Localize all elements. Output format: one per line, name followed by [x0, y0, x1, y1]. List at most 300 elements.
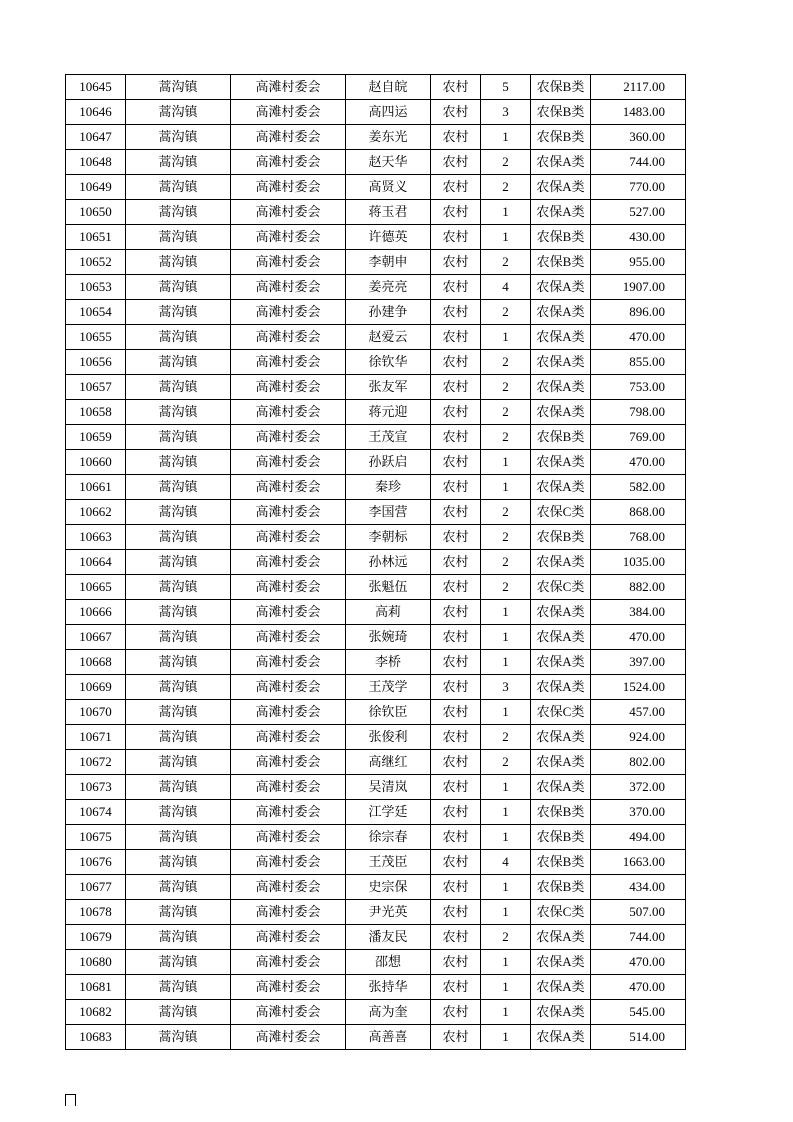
cell-town: 蒿沟镇: [126, 925, 231, 950]
cell-residence: 农村: [431, 875, 481, 900]
cell-village: 高滩村委会: [231, 425, 346, 450]
cell-name: 张魁伍: [346, 575, 431, 600]
cell-serial: 10681: [66, 975, 126, 1000]
cell-insurance_class: 农保B类: [531, 800, 591, 825]
cell-residence: 农村: [431, 150, 481, 175]
cell-amount: 514.00: [591, 1025, 686, 1050]
cell-village: 高滩村委会: [231, 975, 346, 1000]
cell-serial: 10672: [66, 750, 126, 775]
cell-insurance_class: 农保A类: [531, 675, 591, 700]
cell-insurance_class: 农保C类: [531, 500, 591, 525]
cell-name: 李国营: [346, 500, 431, 525]
cell-village: 高滩村委会: [231, 900, 346, 925]
cell-insurance_class: 农保B类: [531, 525, 591, 550]
cell-name: 赵天华: [346, 150, 431, 175]
table-body: [66, 75, 686, 1050]
cell-count: 3: [481, 675, 531, 700]
cell-count: 2: [481, 725, 531, 750]
cell-insurance_class: 农保A类: [531, 275, 591, 300]
cell-amount: 470.00: [591, 325, 686, 350]
cell-residence: 农村: [431, 275, 481, 300]
cell-amount: 470.00: [591, 450, 686, 475]
cell-name: 蒋玉君: [346, 200, 431, 225]
table-row: [66, 500, 686, 525]
table-row: [66, 550, 686, 575]
cell-count: 2: [481, 575, 531, 600]
cell-town: 蒿沟镇: [126, 175, 231, 200]
cell-residence: 农村: [431, 125, 481, 150]
cell-residence: 农村: [431, 425, 481, 450]
cell-serial: 10677: [66, 875, 126, 900]
cell-serial: 10682: [66, 1000, 126, 1025]
cell-amount: 470.00: [591, 975, 686, 1000]
cell-serial: 10678: [66, 900, 126, 925]
cell-town: 蒿沟镇: [126, 675, 231, 700]
table-row: [66, 675, 686, 700]
cell-village: 高滩村委会: [231, 800, 346, 825]
table-row: [66, 950, 686, 975]
table-row: [66, 775, 686, 800]
cell-residence: 农村: [431, 75, 481, 100]
cell-name: 孙林远: [346, 550, 431, 575]
cell-town: 蒿沟镇: [126, 150, 231, 175]
cell-town: 蒿沟镇: [126, 225, 231, 250]
cell-name: 李朝申: [346, 250, 431, 275]
cell-residence: 农村: [431, 725, 481, 750]
cell-serial: 10650: [66, 200, 126, 225]
table-row: [66, 75, 686, 100]
cell-name: 李桥: [346, 650, 431, 675]
cell-amount: 457.00: [591, 700, 686, 725]
cell-insurance_class: 农保A类: [531, 375, 591, 400]
cell-insurance_class: 农保A类: [531, 475, 591, 500]
cell-count: 1: [481, 325, 531, 350]
cell-amount: 924.00: [591, 725, 686, 750]
cell-village: 高滩村委会: [231, 250, 346, 275]
cell-amount: 370.00: [591, 800, 686, 825]
cell-serial: 10648: [66, 150, 126, 175]
table-row: [66, 400, 686, 425]
cell-name: 孙建争: [346, 300, 431, 325]
cell-town: 蒿沟镇: [126, 775, 231, 800]
table-row: [66, 250, 686, 275]
cell-name: 姜亮亮: [346, 275, 431, 300]
cell-residence: 农村: [431, 325, 481, 350]
cell-count: 2: [481, 375, 531, 400]
cell-village: 高滩村委会: [231, 700, 346, 725]
cell-village: 高滩村委会: [231, 275, 346, 300]
cell-serial: 10676: [66, 850, 126, 875]
cell-name: 秦珍: [346, 475, 431, 500]
cell-count: 1: [481, 625, 531, 650]
cell-village: 高滩村委会: [231, 925, 346, 950]
cell-town: 蒿沟镇: [126, 725, 231, 750]
cell-count: 2: [481, 250, 531, 275]
table-row: [66, 450, 686, 475]
cell-serial: 10668: [66, 650, 126, 675]
cell-village: 高滩村委会: [231, 675, 346, 700]
cell-residence: 农村: [431, 925, 481, 950]
cell-amount: 882.00: [591, 575, 686, 600]
cell-insurance_class: 农保A类: [531, 550, 591, 575]
cell-count: 1: [481, 700, 531, 725]
table-row: [66, 750, 686, 775]
cell-amount: 507.00: [591, 900, 686, 925]
cell-town: 蒿沟镇: [126, 950, 231, 975]
next-page-table-fragment: [65, 1094, 76, 1106]
cell-name: 张婉琦: [346, 625, 431, 650]
cell-count: 1: [481, 1000, 531, 1025]
cell-town: 蒿沟镇: [126, 650, 231, 675]
cell-insurance_class: 农保B类: [531, 225, 591, 250]
cell-insurance_class: 农保A类: [531, 975, 591, 1000]
cell-town: 蒿沟镇: [126, 875, 231, 900]
cell-serial: 10649: [66, 175, 126, 200]
cell-town: 蒿沟镇: [126, 350, 231, 375]
cell-amount: 744.00: [591, 150, 686, 175]
cell-village: 高滩村委会: [231, 400, 346, 425]
cell-village: 高滩村委会: [231, 775, 346, 800]
table-row: [66, 650, 686, 675]
cell-village: 高滩村委会: [231, 325, 346, 350]
cell-village: 高滩村委会: [231, 575, 346, 600]
cell-count: 2: [481, 300, 531, 325]
cell-amount: 1035.00: [591, 550, 686, 575]
table-row: [66, 1000, 686, 1025]
cell-residence: 农村: [431, 650, 481, 675]
cell-town: 蒿沟镇: [126, 525, 231, 550]
cell-town: 蒿沟镇: [126, 100, 231, 125]
table-row: [66, 475, 686, 500]
cell-serial: 10671: [66, 725, 126, 750]
cell-serial: 10656: [66, 350, 126, 375]
cell-insurance_class: 农保B类: [531, 875, 591, 900]
cell-name: 尹光英: [346, 900, 431, 925]
table-row: [66, 350, 686, 375]
cell-insurance_class: 农保A类: [531, 1025, 591, 1050]
cell-serial: 10683: [66, 1025, 126, 1050]
cell-town: 蒿沟镇: [126, 400, 231, 425]
cell-name: 张俊利: [346, 725, 431, 750]
cell-village: 高滩村委会: [231, 100, 346, 125]
cell-insurance_class: 农保B类: [531, 850, 591, 875]
cell-name: 王茂学: [346, 675, 431, 700]
cell-count: 2: [481, 750, 531, 775]
cell-residence: 农村: [431, 975, 481, 1000]
cell-insurance_class: 农保B类: [531, 425, 591, 450]
cell-residence: 农村: [431, 1025, 481, 1050]
cell-serial: 10665: [66, 575, 126, 600]
table-row: [66, 525, 686, 550]
cell-serial: 10667: [66, 625, 126, 650]
cell-village: 高滩村委会: [231, 375, 346, 400]
cell-amount: 397.00: [591, 650, 686, 675]
cell-name: 姜东光: [346, 125, 431, 150]
cell-residence: 农村: [431, 100, 481, 125]
cell-amount: 582.00: [591, 475, 686, 500]
cell-count: 2: [481, 550, 531, 575]
cell-village: 高滩村委会: [231, 625, 346, 650]
cell-amount: 470.00: [591, 625, 686, 650]
cell-count: 1: [481, 475, 531, 500]
cell-count: 2: [481, 500, 531, 525]
table-row: [66, 800, 686, 825]
table-row: [66, 275, 686, 300]
table-row: [66, 200, 686, 225]
cell-village: 高滩村委会: [231, 200, 346, 225]
cell-residence: 农村: [431, 400, 481, 425]
cell-village: 高滩村委会: [231, 450, 346, 475]
cell-count: 4: [481, 275, 531, 300]
cell-count: 1: [481, 975, 531, 1000]
cell-count: 3: [481, 100, 531, 125]
cell-town: 蒿沟镇: [126, 125, 231, 150]
cell-town: 蒿沟镇: [126, 800, 231, 825]
cell-count: 5: [481, 75, 531, 100]
cell-name: 潘友民: [346, 925, 431, 950]
cell-serial: 10670: [66, 700, 126, 725]
cell-residence: 农村: [431, 850, 481, 875]
cell-residence: 农村: [431, 1000, 481, 1025]
table-row: [66, 425, 686, 450]
cell-residence: 农村: [431, 300, 481, 325]
table-row: [66, 375, 686, 400]
cell-town: 蒿沟镇: [126, 700, 231, 725]
cell-count: 1: [481, 775, 531, 800]
cell-residence: 农村: [431, 225, 481, 250]
cell-town: 蒿沟镇: [126, 1025, 231, 1050]
cell-name: 张持华: [346, 975, 431, 1000]
cell-town: 蒿沟镇: [126, 975, 231, 1000]
table-row: [66, 150, 686, 175]
table-row: [66, 975, 686, 1000]
table-row: [66, 900, 686, 925]
cell-amount: 1483.00: [591, 100, 686, 125]
cell-serial: 10645: [66, 75, 126, 100]
cell-serial: 10657: [66, 375, 126, 400]
cell-amount: 1524.00: [591, 675, 686, 700]
cell-insurance_class: 农保A类: [531, 400, 591, 425]
cell-amount: 802.00: [591, 750, 686, 775]
cell-village: 高滩村委会: [231, 475, 346, 500]
cell-name: 高四运: [346, 100, 431, 125]
cell-insurance_class: 农保B类: [531, 75, 591, 100]
cell-name: 邵想: [346, 950, 431, 975]
cell-amount: 769.00: [591, 425, 686, 450]
cell-town: 蒿沟镇: [126, 625, 231, 650]
table-row: [66, 575, 686, 600]
cell-serial: 10659: [66, 425, 126, 450]
cell-insurance_class: 农保A类: [531, 200, 591, 225]
cell-serial: 10662: [66, 500, 126, 525]
cell-name: 吴清岚: [346, 775, 431, 800]
cell-name: 赵爱云: [346, 325, 431, 350]
cell-count: 2: [481, 175, 531, 200]
cell-name: 高继红: [346, 750, 431, 775]
cell-count: 2: [481, 525, 531, 550]
cell-insurance_class: 农保A类: [531, 775, 591, 800]
cell-village: 高滩村委会: [231, 500, 346, 525]
cell-residence: 农村: [431, 550, 481, 575]
cell-insurance_class: 农保A类: [531, 350, 591, 375]
cell-residence: 农村: [431, 575, 481, 600]
cell-village: 高滩村委会: [231, 1000, 346, 1025]
cell-name: 许德英: [346, 225, 431, 250]
cell-name: 徐钦臣: [346, 700, 431, 725]
cell-residence: 农村: [431, 750, 481, 775]
cell-village: 高滩村委会: [231, 1025, 346, 1050]
cell-residence: 农村: [431, 675, 481, 700]
cell-village: 高滩村委会: [231, 350, 346, 375]
cell-count: 1: [481, 650, 531, 675]
cell-town: 蒿沟镇: [126, 550, 231, 575]
cell-village: 高滩村委会: [231, 300, 346, 325]
cell-village: 高滩村委会: [231, 125, 346, 150]
cell-count: 2: [481, 400, 531, 425]
cell-serial: 10673: [66, 775, 126, 800]
table-row: [66, 100, 686, 125]
table-row: [66, 325, 686, 350]
cell-count: 1: [481, 1025, 531, 1050]
cell-village: 高滩村委会: [231, 875, 346, 900]
cell-count: 2: [481, 350, 531, 375]
cell-serial: 10663: [66, 525, 126, 550]
cell-town: 蒿沟镇: [126, 300, 231, 325]
cell-count: 1: [481, 900, 531, 925]
cell-name: 赵自皖: [346, 75, 431, 100]
cell-residence: 农村: [431, 450, 481, 475]
cell-residence: 农村: [431, 625, 481, 650]
cell-insurance_class: 农保A类: [531, 725, 591, 750]
cell-residence: 农村: [431, 200, 481, 225]
cell-serial: 10647: [66, 125, 126, 150]
cell-town: 蒿沟镇: [126, 575, 231, 600]
cell-count: 1: [481, 200, 531, 225]
cell-village: 高滩村委会: [231, 175, 346, 200]
cell-amount: 372.00: [591, 775, 686, 800]
cell-town: 蒿沟镇: [126, 325, 231, 350]
cell-serial: 10661: [66, 475, 126, 500]
cell-residence: 农村: [431, 525, 481, 550]
table-row: [66, 625, 686, 650]
cell-name: 王茂宣: [346, 425, 431, 450]
cell-town: 蒿沟镇: [126, 75, 231, 100]
cell-count: 1: [481, 450, 531, 475]
table-row: [66, 300, 686, 325]
cell-town: 蒿沟镇: [126, 475, 231, 500]
table-row: [66, 850, 686, 875]
cell-insurance_class: 农保A类: [531, 325, 591, 350]
cell-town: 蒿沟镇: [126, 600, 231, 625]
cell-count: 2: [481, 925, 531, 950]
cell-insurance_class: 农保B类: [531, 100, 591, 125]
table-row: [66, 925, 686, 950]
cell-residence: 农村: [431, 775, 481, 800]
cell-residence: 农村: [431, 375, 481, 400]
cell-amount: 360.00: [591, 125, 686, 150]
cell-village: 高滩村委会: [231, 950, 346, 975]
cell-count: 1: [481, 125, 531, 150]
cell-insurance_class: 农保A类: [531, 600, 591, 625]
cell-amount: 430.00: [591, 225, 686, 250]
cell-town: 蒿沟镇: [126, 425, 231, 450]
cell-name: 高贤义: [346, 175, 431, 200]
cell-serial: 10680: [66, 950, 126, 975]
cell-residence: 农村: [431, 900, 481, 925]
cell-insurance_class: 农保A类: [531, 450, 591, 475]
cell-name: 李朝标: [346, 525, 431, 550]
cell-amount: 744.00: [591, 925, 686, 950]
cell-insurance_class: 农保A类: [531, 750, 591, 775]
cell-village: 高滩村委会: [231, 525, 346, 550]
cell-town: 蒿沟镇: [126, 375, 231, 400]
cell-amount: 896.00: [591, 300, 686, 325]
cell-insurance_class: 农保A类: [531, 950, 591, 975]
cell-village: 高滩村委会: [231, 825, 346, 850]
cell-insurance_class: 农保C类: [531, 700, 591, 725]
cell-count: 1: [481, 225, 531, 250]
cell-name: 史宗保: [346, 875, 431, 900]
cell-town: 蒿沟镇: [126, 500, 231, 525]
cell-serial: 10674: [66, 800, 126, 825]
cell-village: 高滩村委会: [231, 550, 346, 575]
cell-residence: 农村: [431, 600, 481, 625]
cell-serial: 10669: [66, 675, 126, 700]
cell-name: 高善喜: [346, 1025, 431, 1050]
cell-serial: 10660: [66, 450, 126, 475]
cell-amount: 1663.00: [591, 850, 686, 875]
cell-town: 蒿沟镇: [126, 750, 231, 775]
cell-town: 蒿沟镇: [126, 200, 231, 225]
cell-amount: 868.00: [591, 500, 686, 525]
cell-town: 蒿沟镇: [126, 900, 231, 925]
table-row: [66, 125, 686, 150]
cell-serial: 10675: [66, 825, 126, 850]
cell-amount: 798.00: [591, 400, 686, 425]
cell-residence: 农村: [431, 825, 481, 850]
cell-insurance_class: 农保B类: [531, 250, 591, 275]
table-row: [66, 700, 686, 725]
table-row: [66, 875, 686, 900]
cell-village: 高滩村委会: [231, 150, 346, 175]
cell-serial: 10658: [66, 400, 126, 425]
cell-residence: 农村: [431, 800, 481, 825]
table-row: [66, 225, 686, 250]
cell-serial: 10652: [66, 250, 126, 275]
cell-amount: 855.00: [591, 350, 686, 375]
cell-residence: 农村: [431, 950, 481, 975]
cell-count: 1: [481, 600, 531, 625]
cell-village: 高滩村委会: [231, 650, 346, 675]
cell-insurance_class: 农保A类: [531, 650, 591, 675]
cell-insurance_class: 农保B类: [531, 825, 591, 850]
cell-amount: 384.00: [591, 600, 686, 625]
cell-serial: 10666: [66, 600, 126, 625]
cell-serial: 10653: [66, 275, 126, 300]
cell-serial: 10655: [66, 325, 126, 350]
cell-serial: 10646: [66, 100, 126, 125]
cell-residence: 农村: [431, 175, 481, 200]
cell-town: 蒿沟镇: [126, 825, 231, 850]
cell-village: 高滩村委会: [231, 225, 346, 250]
cell-insurance_class: 农保C类: [531, 575, 591, 600]
cell-name: 徐宗春: [346, 825, 431, 850]
cell-serial: 10651: [66, 225, 126, 250]
cell-village: 高滩村委会: [231, 725, 346, 750]
cell-insurance_class: 农保B类: [531, 125, 591, 150]
cell-amount: 2117.00: [591, 75, 686, 100]
cell-name: 王茂臣: [346, 850, 431, 875]
